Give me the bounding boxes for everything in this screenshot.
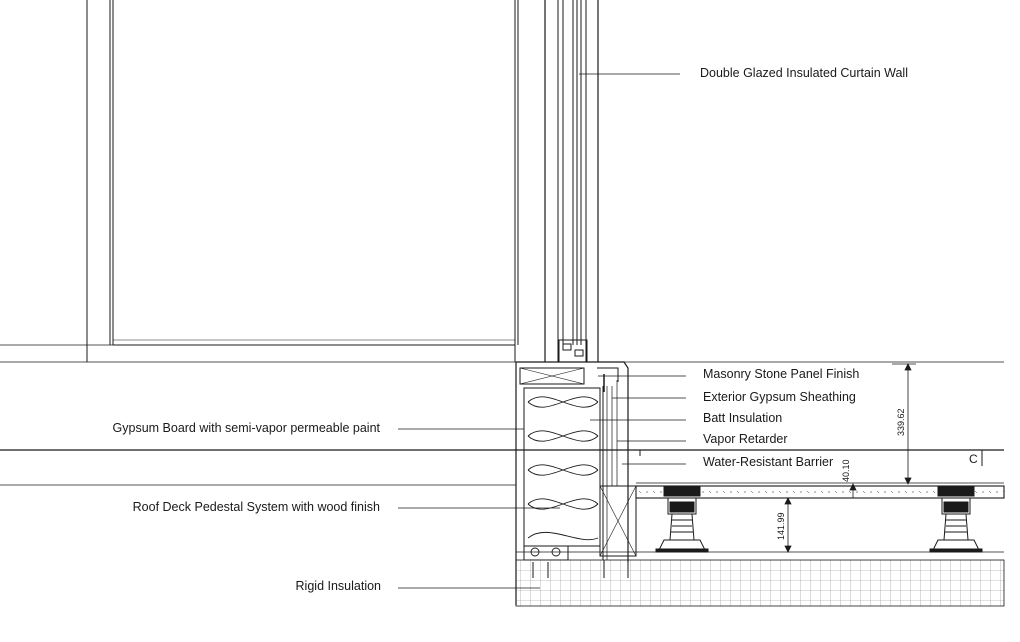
label-water-barrier: Water-Resistant Barrier	[703, 455, 834, 469]
label-vapor-retarder: Vapor Retarder	[703, 432, 788, 446]
leader-lines	[398, 74, 686, 588]
label-gypsum-board: Gypsum Board with semi-vapor permeable paint	[112, 421, 380, 435]
rigid-insulation	[516, 552, 1004, 606]
pedestal-right	[930, 486, 982, 552]
pedestal-left	[656, 486, 708, 552]
label-rigid-insulation: Rigid Insulation	[295, 579, 381, 593]
label-roof-deck: Roof Deck Pedestal System with wood finish	[132, 500, 380, 514]
label-curtain-wall: Double Glazed Insulated Curtain Wall	[700, 66, 908, 80]
dim-deck-thickness: 40.10	[841, 459, 851, 482]
dim-pedestal-height: 141.99	[776, 512, 786, 540]
label-masonry-stone: Masonry Stone Panel Finish	[703, 367, 860, 381]
section-marker: C	[969, 452, 978, 466]
dim-parapet-height: 339.62	[896, 408, 906, 436]
label-batt-insulation: Batt Insulation	[703, 411, 783, 425]
label-gypsum-sheathing: Exterior Gypsum Sheathing	[703, 390, 856, 404]
